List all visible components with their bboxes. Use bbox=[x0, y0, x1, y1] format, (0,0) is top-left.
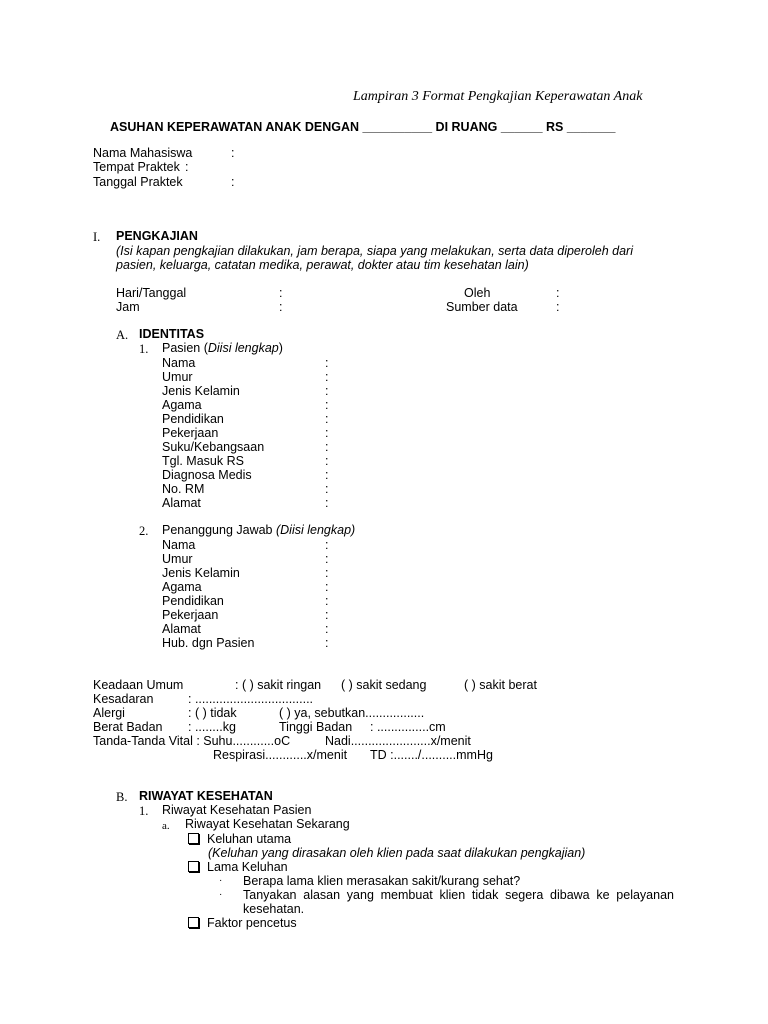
jam-sep: : bbox=[279, 300, 283, 314]
lama-keluhan-item bbox=[188, 860, 288, 874]
keluhan-utama-note: (Keluhan yang dirasakan oleh klien pada saat dilakukan pengkajian) bbox=[208, 846, 586, 860]
student-name-sep: : bbox=[231, 146, 235, 160]
faktor-pencetus-label: Faktor pencetus bbox=[207, 916, 297, 930]
section-b-title: RIWAYAT KESEHATAN bbox=[139, 789, 273, 803]
bullet-alasan-line2: kesehatan. bbox=[243, 902, 305, 916]
field-separator: : bbox=[325, 538, 329, 552]
patient-heading bbox=[162, 341, 283, 355]
keluhan-utama-item bbox=[188, 832, 291, 846]
field-label: Hub. dgn Pasien bbox=[162, 636, 255, 650]
riwayat-sekarang-label: Riwayat Kesehatan Sekarang bbox=[185, 817, 350, 831]
field-label: Umur bbox=[162, 552, 193, 566]
field-label: Nama bbox=[162, 356, 196, 370]
jam-label: Jam bbox=[116, 300, 140, 314]
pengkajian-note-line1: (Isi kapan pengkajian dilakukan, jam berapa, siapa yang melakukan, serta data diperoleh dari bbox=[116, 244, 633, 258]
sumber-data-sep: : bbox=[556, 300, 560, 314]
field-separator: : bbox=[325, 552, 329, 566]
tinggi-badan-label: Tinggi Badan bbox=[279, 720, 353, 734]
bullet-lama-sakit: Berapa lama klien merasakan sakit/kurang sehat? bbox=[243, 874, 521, 888]
field-separator: : bbox=[325, 426, 329, 440]
field-separator: : bbox=[325, 580, 329, 594]
field-label: Agama bbox=[162, 580, 202, 594]
field-separator: : bbox=[325, 468, 329, 482]
checkbox-icon bbox=[188, 917, 199, 928]
pengkajian-note-line2: pasien, keluarga, catatan medika, perawat, dokter atau tim kesehatan lain) bbox=[116, 258, 529, 272]
patient-heading-close: ) bbox=[278, 341, 283, 355]
field-separator: : bbox=[325, 440, 329, 454]
alergi-opt-tidak: : ( ) tidak bbox=[188, 706, 237, 720]
field-label: Pekerjaan bbox=[162, 426, 219, 440]
tanda-vital-label: Tanda-Tanda Vital : Suhu............oC bbox=[93, 734, 291, 748]
patient-heading-italic: Diisi lengkap bbox=[207, 341, 279, 355]
field-separator: : bbox=[325, 412, 329, 426]
field-separator: : bbox=[325, 622, 329, 636]
field-label: Pekerjaan bbox=[162, 608, 219, 622]
section-a-letter: A. bbox=[116, 328, 129, 342]
kesadaran-value: : .................................. bbox=[188, 692, 314, 706]
field-label: Umur bbox=[162, 370, 193, 384]
guardian-heading-text: Penanggung Jawab bbox=[162, 523, 276, 537]
field-label: Diagnosa Medis bbox=[162, 468, 252, 482]
field-label: No. RM bbox=[162, 482, 205, 496]
student-name-label: Nama Mahasiswa bbox=[93, 146, 193, 160]
guardian-heading bbox=[162, 523, 355, 537]
keadaan-opt-ringan: : ( ) sakit ringan bbox=[235, 678, 322, 692]
section-a-title: IDENTITAS bbox=[139, 327, 205, 341]
section-b-letter: B. bbox=[116, 790, 128, 804]
field-separator: : bbox=[325, 566, 329, 580]
field-separator: : bbox=[325, 356, 329, 370]
keadaan-opt-sedang: ( ) sakit sedang bbox=[341, 678, 427, 692]
riwayat-sub-letter: a. bbox=[162, 820, 170, 832]
faktor-pencetus-item bbox=[188, 916, 297, 930]
sumber-data-label: Sumber data bbox=[446, 300, 518, 314]
nadi-field: Nadi.......................x/menit bbox=[325, 734, 471, 748]
oleh-label: Oleh bbox=[464, 286, 491, 300]
practice-place-label: Tempat Praktek bbox=[93, 160, 180, 174]
hari-tanggal-sep: : bbox=[279, 286, 283, 300]
practice-date-label: Tanggal Praktek bbox=[93, 175, 183, 189]
field-separator: : bbox=[325, 482, 329, 496]
checkbox-icon bbox=[188, 861, 199, 872]
patient-heading-text: Pasien ( bbox=[162, 341, 208, 355]
guardian-number: 2. bbox=[139, 524, 149, 538]
field-label: Tgl. Masuk RS bbox=[162, 454, 244, 468]
practice-date-sep: : bbox=[231, 175, 235, 189]
field-label: Pendidikan bbox=[162, 594, 224, 608]
field-label: Agama bbox=[162, 398, 202, 412]
riwayat-pasien-label: Riwayat Kesehatan Pasien bbox=[162, 803, 312, 817]
field-separator: : bbox=[325, 370, 329, 384]
field-label: Jenis Kelamin bbox=[162, 566, 240, 580]
field-separator: : bbox=[325, 398, 329, 412]
section-title-pengkajian: PENGKAJIAN bbox=[116, 229, 198, 243]
keadaan-umum-label: Keadaan Umum bbox=[93, 678, 184, 692]
bullet-icon: · bbox=[219, 875, 223, 886]
berat-badan-value: : ........kg bbox=[188, 720, 236, 734]
lama-keluhan-label: Lama Keluhan bbox=[207, 860, 288, 874]
field-label: Alamat bbox=[162, 496, 201, 510]
field-separator: : bbox=[325, 636, 329, 650]
keluhan-utama-label: Keluhan utama bbox=[207, 832, 292, 846]
field-label: Pendidikan bbox=[162, 412, 224, 426]
oleh-sep: : bbox=[556, 286, 560, 300]
checkbox-icon bbox=[188, 833, 199, 844]
berat-badan-label: Berat Badan bbox=[93, 720, 163, 734]
patient-number: 1. bbox=[139, 342, 149, 356]
field-label: Suku/Kebangsaan bbox=[162, 440, 265, 454]
riwayat-number: 1. bbox=[139, 804, 149, 818]
tinggi-badan-value: : ...............cm bbox=[370, 720, 446, 734]
field-label: Nama bbox=[162, 538, 196, 552]
bullet-icon: · bbox=[219, 889, 223, 900]
hari-tanggal-label: Hari/Tanggal bbox=[116, 286, 187, 300]
guardian-heading-italic: (Diisi lengkap) bbox=[275, 523, 356, 537]
practice-place-sep: : bbox=[185, 160, 189, 174]
bullet-alasan-line1: Tanyakan alasan yang membuat klien tidak segera dibawa ke pelayanan bbox=[243, 888, 674, 902]
field-separator: : bbox=[325, 454, 329, 468]
respirasi-field: Respirasi............x/menit bbox=[213, 748, 348, 762]
section-number: I. bbox=[93, 230, 101, 244]
td-field: TD :......./..........mmHg bbox=[370, 748, 493, 762]
document-title: ASUHAN KEPERAWATAN ANAK DENGAN __________ DI RUANG ______ RS _______ bbox=[110, 120, 616, 134]
keadaan-opt-berat: ( ) sakit berat bbox=[464, 678, 537, 692]
alergi-opt-ya: ( ) ya, sebutkan................. bbox=[279, 706, 425, 720]
field-separator: : bbox=[325, 594, 329, 608]
alergi-label: Alergi bbox=[93, 706, 125, 720]
field-separator: : bbox=[325, 608, 329, 622]
appendix-title: Lampiran 3 Format Pengkajian Keperawatan Anak bbox=[353, 89, 643, 104]
kesadaran-label: Kesadaran bbox=[93, 692, 154, 706]
field-label: Jenis Kelamin bbox=[162, 384, 240, 398]
field-separator: : bbox=[325, 384, 329, 398]
field-separator: : bbox=[325, 496, 329, 510]
field-label: Alamat bbox=[162, 622, 201, 636]
